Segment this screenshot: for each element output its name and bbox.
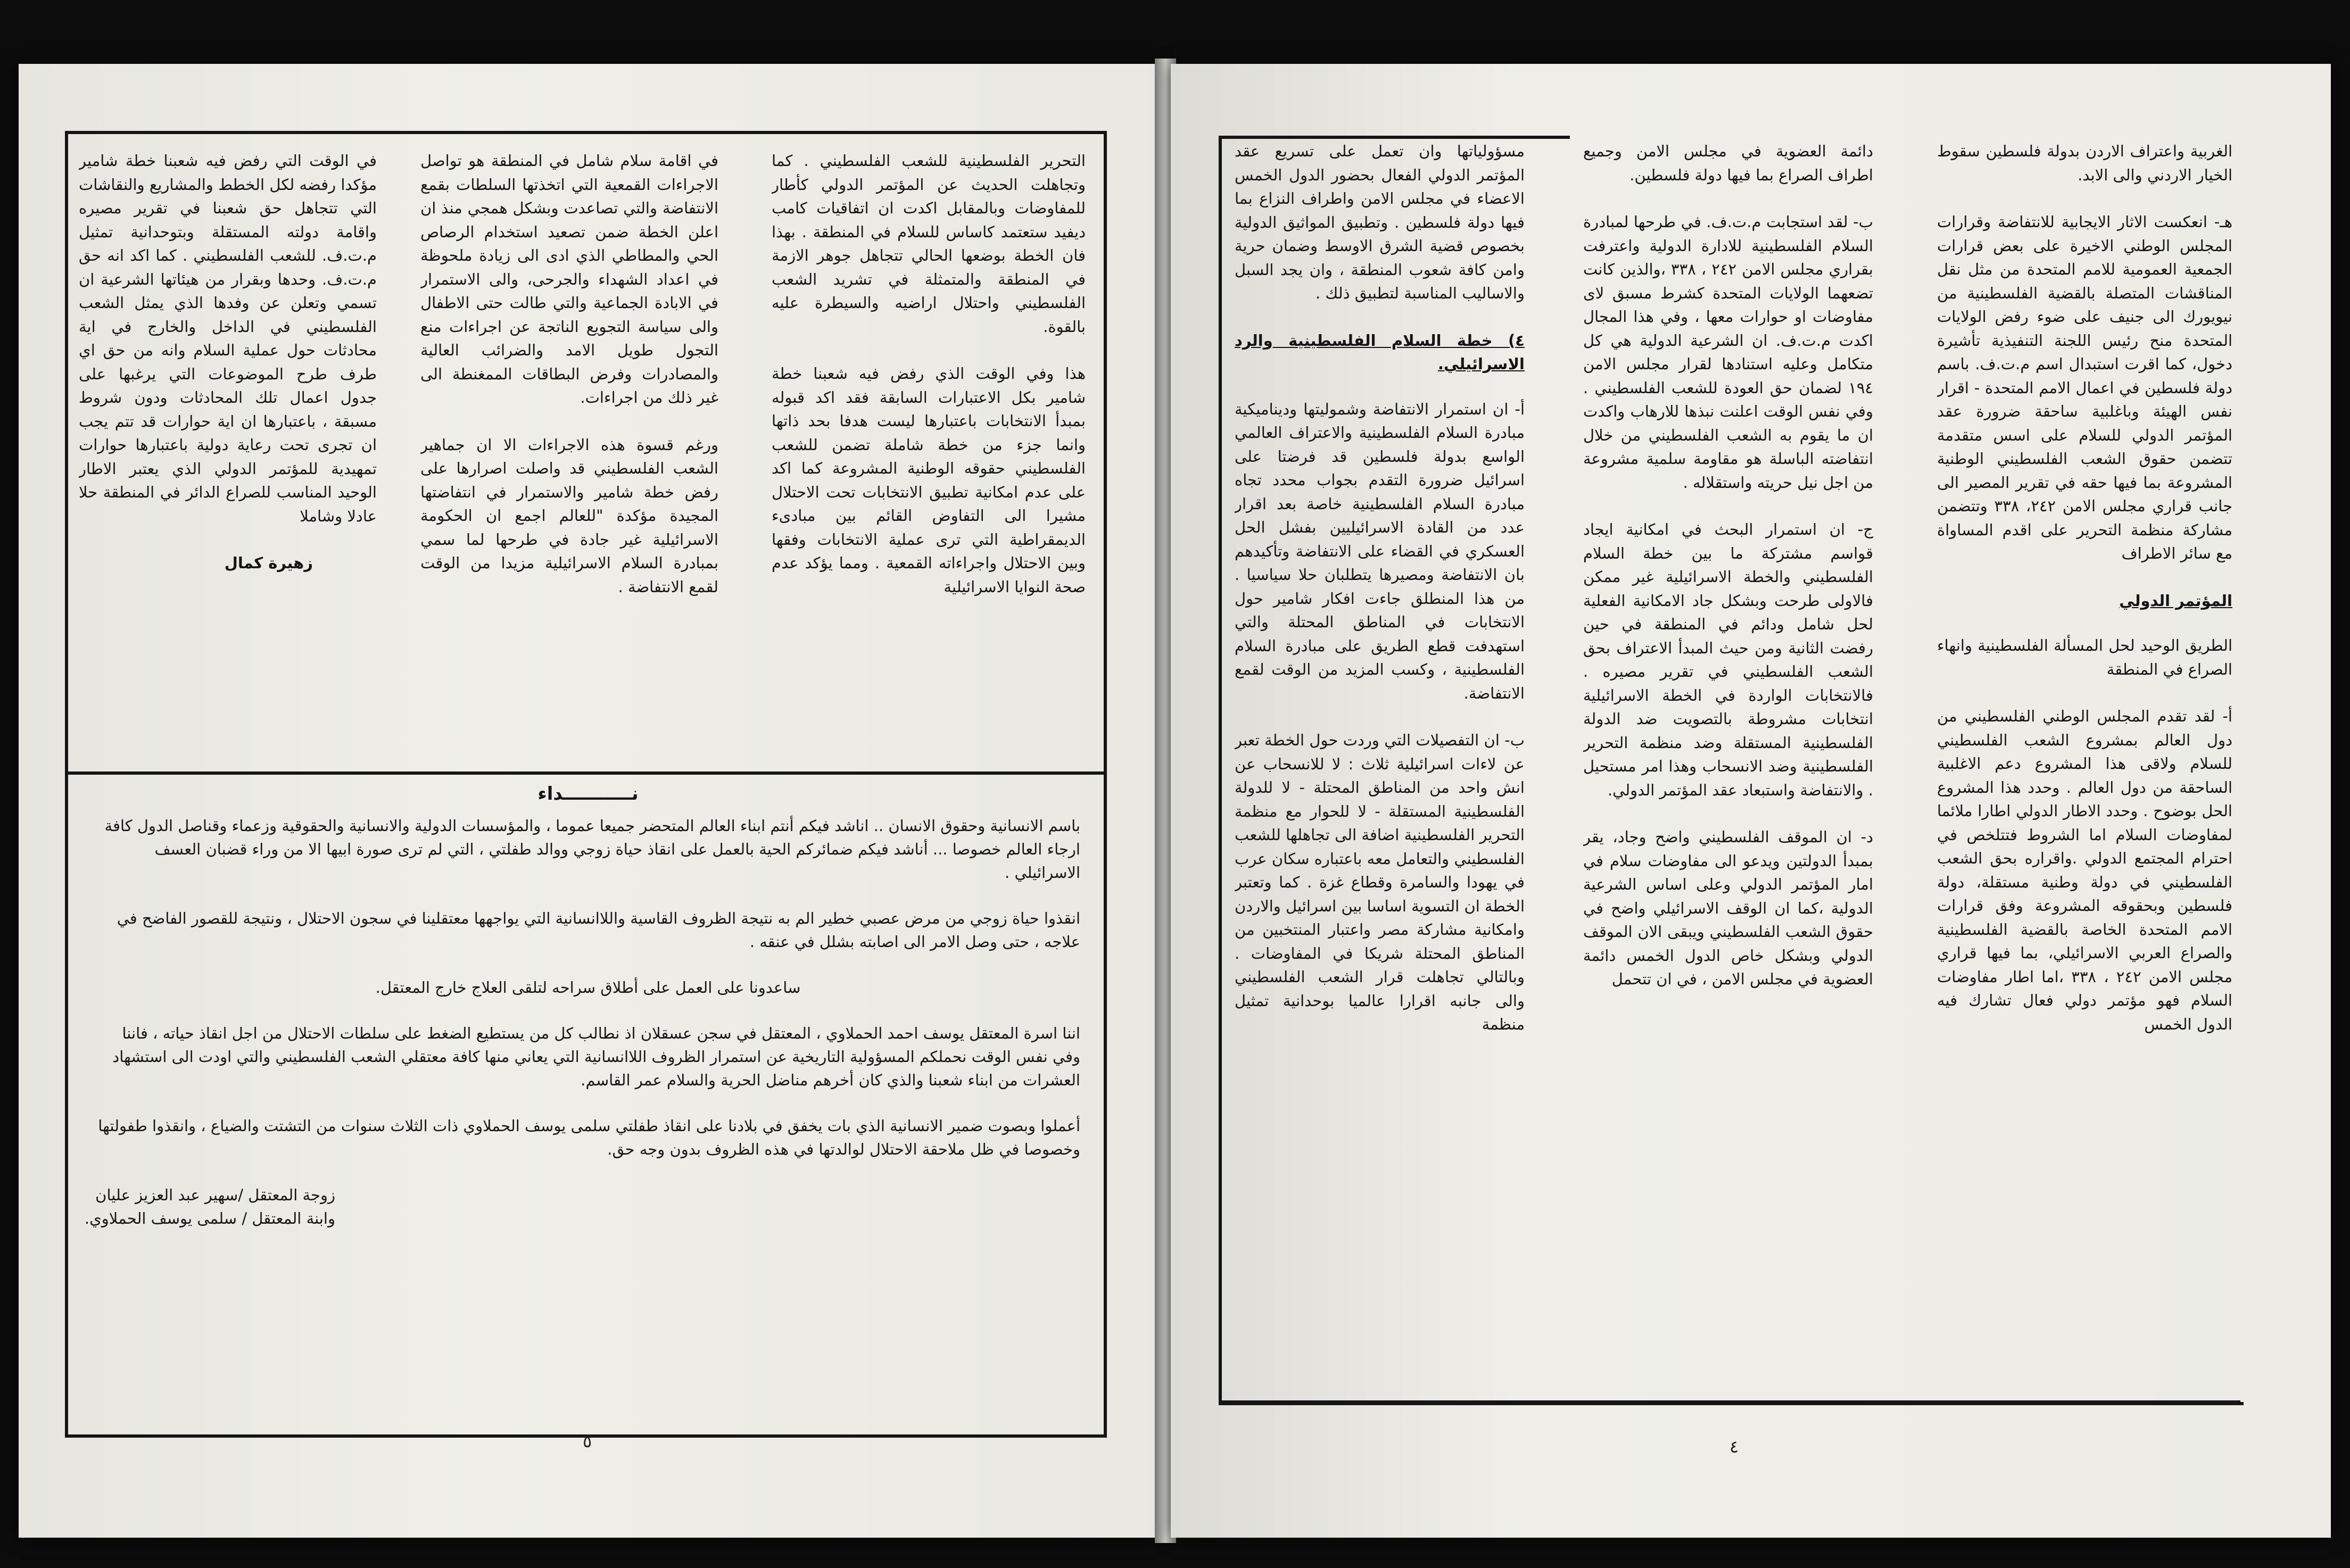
left-column-1 <box>79 149 377 761</box>
paragraph: أ- ان استمرار الانتفاضة وشموليتها وديناميكية مبادرة السلام الفلسطينية والاعتراف العالمي الواسع بدولة فلسطين قد فرضتا على اسرائيل ضرورة التقدم بجواب محدد تجاه مبادرة السلام الفلسطينية خاصة بعد اقرار عدد من القادة الاسرائيليين بفشل الحل العسكري في القضاء على الانتفاضة وتأكيدهم بان الانتفاضة ومصيرها يتطلبان حلا سياسيا . من هذا المنطلق جاءت افكار شامير حول الانتخابات في المناطق المحتلة والتي استهدفت قطع الطريق على مبادرة السلام الفلسطينية ، وكسب المزيد من الوقت لقمع الانتفاضة. <box>1235 400 1525 702</box>
appeal-paragraph: باسم الانسانية وحقوق الانسان .. اناشد فيكم أنتم ابناء العالم المتحضر جميعا عموما ، والمؤسسات الدولية والانسانية والحقوقية وزعماء وقناصل الدول كافة ارجاء العالم خصوصا ... أناشد فيكم ضمائركم الحية بالعمل على انقاذ حياة زوجي ووالد طفلتي ، التي لم ترى صورة ابيها الا من وراء قضبان العسف الاسرائيلي . <box>104 817 1080 882</box>
right-column-3 <box>1937 139 2232 1395</box>
paragraph: د- ان الموقف الفلسطيني واضح وجاد، يقر بمبدأ الدولتين ويدعو الى مفاوضات سلام في امار المؤتمر الدولي وعلى اساس الشرعية الدولية ،كما ان الوقف الاسرائيلي واضح في حقوق الشعب الفلسطيني ويبقى الان الموقف الدولي وبشكل خاص الدول الخمس دائمة العضوية في مجلس الامن ، في ان تتحمل <box>1583 828 1873 988</box>
appeal-signature: زوجة المعتقل /سهير عبد العزيز عليان <box>95 1186 335 1204</box>
author-signature: زهيرة كمال <box>224 554 313 572</box>
paragraph: في الوقت التي رفض فيه شعبنا خطة شامير مؤكدا رفضه لكل الخطط والمشاريع والنقاشات التي تتجاهل حق شعبنا في تقرير مصيره واقامة دولته المستقلة وبتوحدانية تمثيل م.ت.ف. للشعب الفلسطيني . كما اكد انه حق م.ت.ف. وحدها وبقرار من هيئاتها الشرعية ان تسمي وتعلن عن وفدها الذي يمثل الشعب الفلسطيني في الداخل والخارج في اية محادثات حول عملية السلام وانه من حق اي طرف طرح الموضوعات التي يرغبها على جدول اعمال تلك المحادثات ودون شروط مسبقة ، باعتبارها ان اية حوارات قد تتم يجب ان تجرى تحت رعاية دولية باعتبارها حوارات تمهيدية للمؤتمر الدولي الذي يعتبر الاطار الوحيد المناسب للصراع الدائر في المنطقة حلا عادلا وشاملا <box>79 152 377 525</box>
paragraph: أ- لقد تقدم المجلس الوطني الفلسطيني من دول العالم بمشروع الشعب الفلسطيني للسلام ولاقى هذا المشروع دعم الاغلبية الساحقة من دول العالم . وحدد هذا المشروع الحل بوضوح . وحدد الاطار الدولي اطارا ملائما لمفاوضات السلام اما الشروط فتتلخص في احترام المجتمع الدولي .واقراره بحق الشعب الفلسطيني في دولة وطنية مستقلة، دولة فلسطين وبحقوقه المشروعة وفق قرارات الامم المتحدة الخاصة بالقضية الفلسطينية والصراع العربي الاسرائيلي، بما فيها قراري مجلس الامن ٢٤٢ ، ٣٣٨ ،اما اطار مفاوضات السلام فهو مؤتمر دولي فعال تشارك فيه الدول الخمس <box>1937 707 2232 1033</box>
section-heading: المؤتمر الدولي <box>2119 591 2232 610</box>
paragraph: الغربية واعتراف الاردن بدولة فلسطين سقوط الخيار الاردني والى الابد. <box>1937 142 2232 184</box>
paragraph: التحرير الفلسطينية للشعب الفلسطيني . كما وتجاهلت الحديث عن المؤتمر الدولي كأطار للمفاوضات وبالمقابل اكدت ان اتفاقيات كامب ديفيد ستعتمد كاساس للسلام في المنطقة . بهذا فان الخطة بوضعها الحالي تتجاهل جوهر الازمة في المنطقة والمتمثلة في تشريد الشعب الفلسطيني واحتلال اراضيه والسيطرة عليه بالقوة. <box>772 152 1086 336</box>
paragraph: الطريق الوحيد لحل المسألة الفلسطينية وانهاء الصراع في المنطقة <box>1937 636 2232 678</box>
appeal-paragraph: ساعدونا على العمل على أطلاق سراحه لتلقى العلاج خارج المعتقل. <box>375 978 801 997</box>
paragraph: مسؤولياتها وان تعمل على تسريع عقد المؤتمر الدولي الفعال بحضور الدول الخمس الاعضاء في مجلس الامن واطراف النزاع بما فيها دولة فلسطين . وتطبيق المواثيق الدولية بخصوص قضية الشرق الاوسط وضمان حرية وامن كافة شعوب المنطقة ، وان يجد السبل والاساليب المناسبة لتطبيق ذلك . <box>1235 142 1525 302</box>
paragraph: في اقامة سلام شامل في المنطقة هو تواصل الاجراءات القمعية التي اتخذتها السلطات بقمع الانتفاضة والتي تصاعدت وبشكل همجي منذ ان اعلن الخطة ضمن تصعيد استخدام الرصاص الحي والمطاطي الذي ادى الى زيادة ملحوظة في اعداد الشهداء والجرحى، والى الاستمرار في الابادة الجماعية والتي طالت حتى الاطفال والى سياسة التجويع الناتجة عن اجراءات منع التجول طويل الامد والضرائب العالية والمصادرات وفرض البطاقات الممغنطة الى غير ذلك من اجراءات. <box>420 152 718 406</box>
appeal-box <box>84 782 1080 1426</box>
page-number-right: ٤ <box>1730 1437 1739 1457</box>
appeal-paragraph: انقذوا حياة زوجي من مرض عصبي خطير الم به نتيجة الظروف القاسية واللاانسانية التي يواجهها معتقلينا في سجون الاحتلال ، ونتيجة للقصور الفاضح في علاجه ، حتى وصل الامر الى اصابته بشلل في عنقه . <box>117 909 1080 951</box>
section-heading: ٤) خطة السلام الفلسطينية والرد الاسرائيلي. <box>1235 331 1525 373</box>
paragraph: ج- ان استمرار البحث في امكانية ايجاد قواسم مشتركة ما بين خطة السلام الفلسطيني والخطة الاسرائيلية غير ممكن فالاولى طرحت وبشكل جاد الامكانية الفعلية لحل شامل ودائم في المنطقة في حين رفضت الثانية ومن حيث المبدأ الاعتراف بحق الشعب الفلسطيني في تقرير مصيره . فالانتخابات الواردة في الخطة الاسرائيلية انتخابات مشروطة بالتصويت ضد الدولة الفلسطينية المستقلة وضد منظمة التحرير الفلسطينية وضد الانسحاب وهذا امر مستحيل . والانتفاضة واستبعاد عقد المؤتمر الدولي. <box>1583 520 1873 799</box>
paragraph: هـ- انعكست الاثار الايجابية للانتفاضة وقرارات المجلس الوطني الاخيرة على بعض قرارات الجمعية العمومية للامم المتحدة من مثل نقل المناقشات المتصلة بالقضية الفلسطينية من نيويورك الى جنيف على ضوء رفض الولايات المتحدة منح رئيس اللجنة التنفيذية تأشيرة دخول، كما اقرت استبدال اسم م.ت.ف. باسم دولة فلسطين في اعمال الامم المتحدة - اقرار نفس الهيئة وباغلبية ساحقة ضرورة عقد المؤتمر الدولي للسلام على اسس متقدمة تتضمن حقوق الشعب الفلسطيني الوطنية المشروعة بما فيها حقه في تقرير المصير الى جانب قراري مجلس الامن ٢٤٢، ٣٣٨ وتتضمن مشاركة منظمة التحرير على اقدم المساواة مع سائر الاطراف <box>1937 213 2232 562</box>
paragraph: ورغم قسوة هذه الاجراءات الا ان جماهير الشعب الفلسطيني قد واصلت اصرارها على رفض خطة شامير والاستمرار في انتفاضتها المجيدة مؤكدة "للعالم اجمع ان الحكومة الاسرائيلية غير جادة في طرحها لما سمي بمبادرة السلام الاسرائيلية مزيدا من الوقت لقمع الانتفاضة . <box>420 435 718 596</box>
paragraph: ب- لقد استجابت م.ت.ف. في طرحها لمبادرة السلام الفلسطينية للادارة الدولية واعترفت بقراري مجلس الامن ٢٤٢ ، ٣٣٨ ،والذين كانت تضعهما الولايات المتحدة كشرط مسبق لاى مفاوضات او حوارات معها ، وفي هذا المجال اكدت م.ت.ف. ان الشرعية الدولية هي كل متكامل وعليه استنادها لقرار مجلس الامن ١٩٤ لضمان حق العودة للشعب الفلسطيني . وفي نفس الوقت اعلنت نبذها للارهاب واكدت ان ما يقوم به الشعب الفلسطيني من خلال انتفاضته الباسلة هو مقاومة سلمية مشروعة من اجل نيل حريته واستقلاله . <box>1583 213 1873 492</box>
appeal-paragraph: أعملوا وبصوت ضمير الانسانية الذي بات يخفق في بلادنا على انقاذ طفلتي سلمى يوسف الحملاوي ذات الثلاث سنوات من التشتت والضياع ، وانقذوا طفولتها وخصوصا في ظل ملاحقة الاحتلال لوالدتها في هذه الظروف بدون وجه حق. <box>98 1117 1080 1158</box>
paragraph: هذا وفي الوقت الذي رفض فيه شعبنا خطة شامير بكل الاعتبارات السابقة فقد اكد قبوله بمبدأ الانتخابات باعتبارها ليست هدفا بحد ذاتها وانما جزء من خطة شاملة تضمن للشعب الفلسطيني حقوقه الوطنية المشروعة كما اكد على عدم امكانية تطبيق الانتخابات تحت الاحتلال مشيرا الى التفاوض القائم بين مبادىء الديمقراطية التي ترى عملية الانتخابات وفقها وبين الاحتلال واجراءاته القمعية . ومما يؤكد عدم صحة النوايا الاسرائيلية <box>772 364 1086 596</box>
paragraph: ب- ان التفصيلات التي وردت حول الخطة تعبر عن لاءات اسرائيلية ثلاث : لا للانسحاب عن انش واحد من المناطق المحتلة - لا للدولة الفلسطينية المستقلة - لا للحوار مع منظمة التحرير الفلسطينية اضافة الى تجاهلها للشعب الفلسطيني والتعامل معه باعتباره سكان عرب في يهودا والسامرة وقطاع غزة . كما وتعتبر الخطة ان التسوية اساسا بين اسرائيل والاردن وامكانية مشاركة مصر واعتبار المنتخبين من المناطق المحتلة شريكا في المفاوضات . وبالتالي تجاهلت قرار الشعب الفلسطيني والى جانبه اقرارا عالميا بوحدانية تمثيل منظمة <box>1235 731 1525 1033</box>
right-frame-bottom <box>1219 1400 2240 1404</box>
appeal-title: نـــــــــــداء <box>537 783 639 804</box>
left-column-3 <box>772 149 1086 761</box>
appeal-signature: وابنة المعتقل / سلمى يوسف الحملاوي. <box>84 1209 335 1227</box>
paragraph: دائمة العضوية في مجلس الامن وجميع اطراف الصراع بما فيها دولة فلسطين. <box>1583 142 1873 184</box>
right-column-2 <box>1583 139 1873 1395</box>
left-page-divider <box>68 771 1104 775</box>
left-column-2 <box>420 149 718 761</box>
right-frame-top <box>1219 136 1570 139</box>
page-number-left: ٥ <box>583 1431 592 1451</box>
right-column-1 <box>1235 139 1525 1395</box>
appeal-paragraph: اننا اسرة المعتقل يوسف احمد الحملاوي ، المعتقل في سجن عسقلان اذ نطالب كل من يستطيع الضغط على سلطات الاحتلال من اجل انقاذ حياته ، فاننا وفي نفس الوقت نحملكم المسؤولية التاريخية عن استمرار الظروف اللاانسانية التي يعاني منها كافة معتقلي الشعب الفلسطيني والتي اودت الى استشهاد العشرات من ابناء شعبنا والذي كان أخرهم مناضل الحرية والسلام عمر القاسم. <box>112 1024 1080 1089</box>
